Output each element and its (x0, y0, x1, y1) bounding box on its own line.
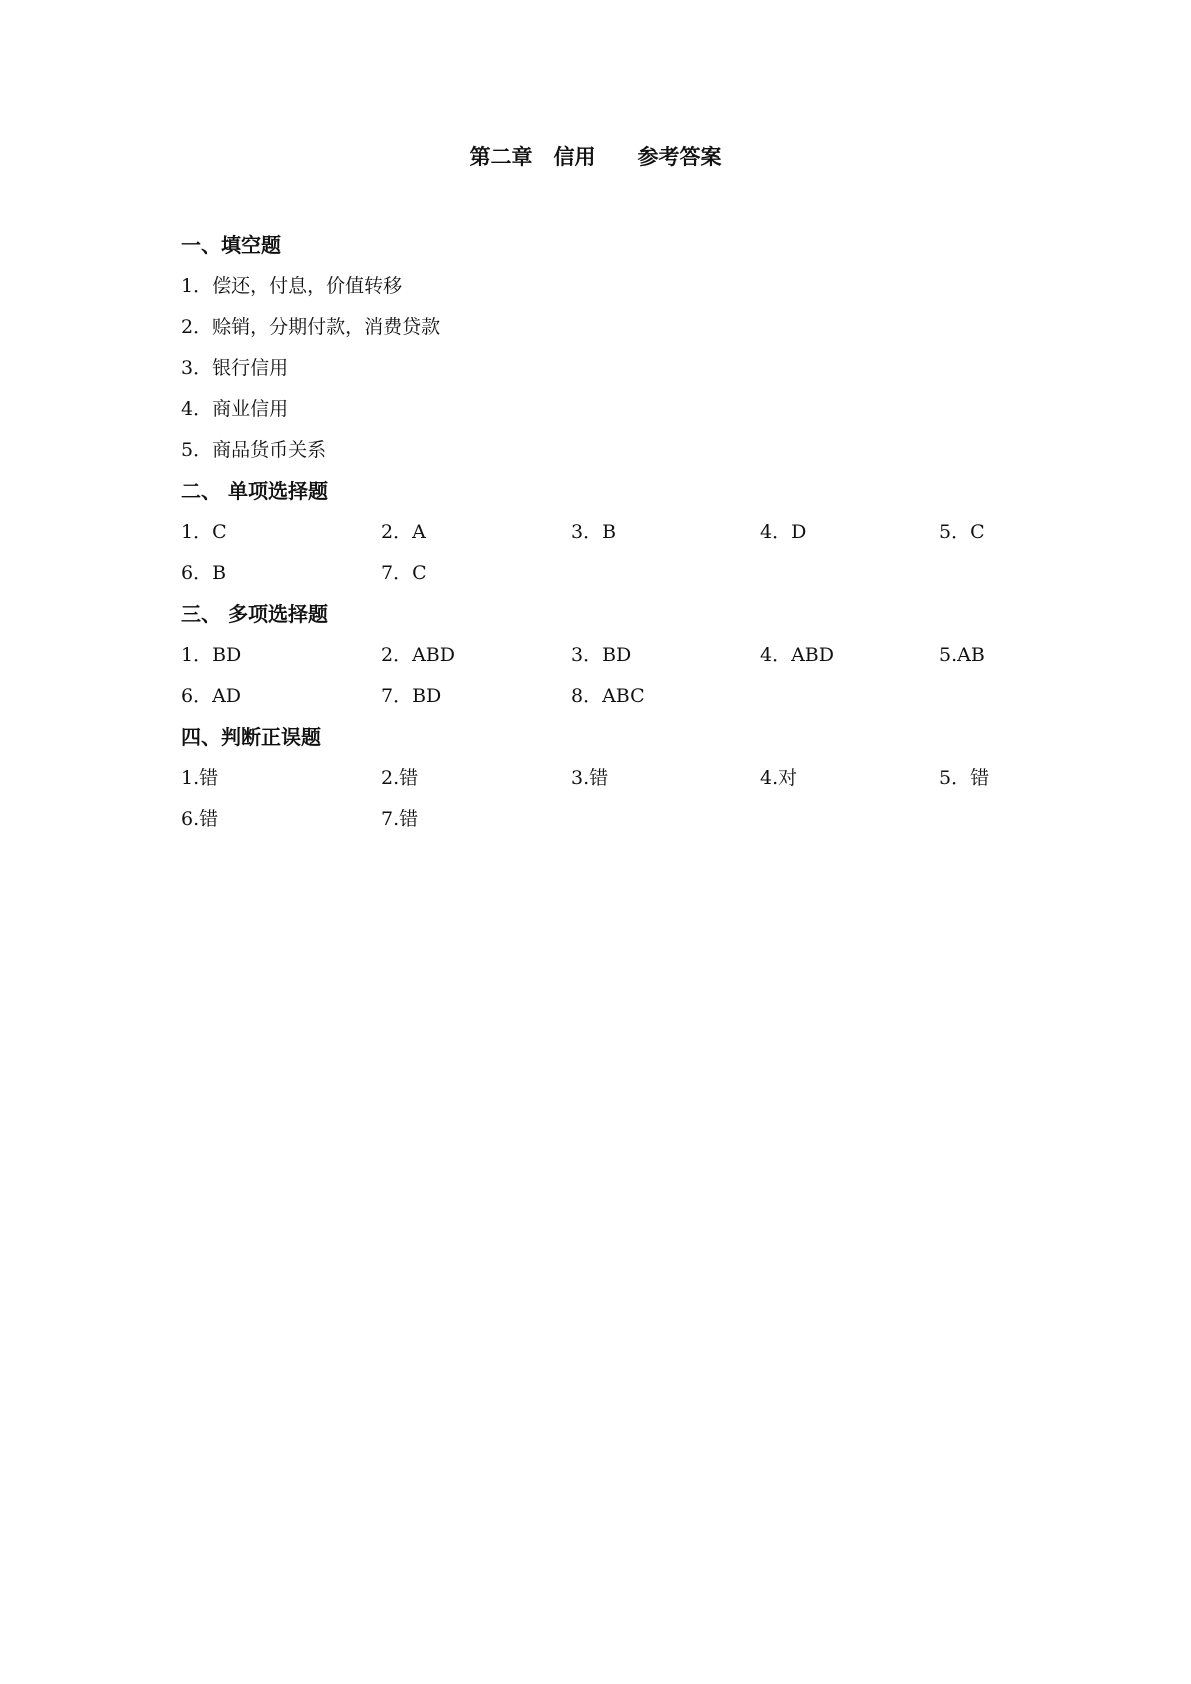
answer-item: 5．C (939, 521, 985, 543)
list-item: 3．银行信用 (181, 357, 289, 379)
answer-row (181, 635, 1011, 676)
answer-item: 4．ABD (760, 644, 835, 666)
answer-item: 6．AD (181, 685, 242, 707)
answer-row (181, 553, 1011, 594)
answer-item: 1．BD (181, 644, 242, 666)
list-item: 4．商业信用 (181, 398, 289, 420)
answer-row (181, 512, 1011, 553)
answer-row (181, 758, 1011, 799)
answer-item: 2.错 (381, 767, 419, 789)
answer-item: 4．D (760, 521, 807, 543)
answer-item: 5．错 (939, 767, 990, 789)
answer-content (181, 225, 1011, 840)
answer-row (181, 676, 1011, 717)
section-heading-true-false: 四、判断正误题 (181, 725, 321, 749)
section-heading-multi-choice: 三、 多项选择题 (181, 602, 328, 626)
page-title: 第二章 信用 参考答案 (469, 144, 722, 169)
answer-item: 1．C (181, 521, 227, 543)
answer-item: 7.错 (381, 808, 419, 830)
answer-item: 8．ABC (571, 685, 645, 707)
answer-item: 7．BD (381, 685, 442, 707)
answer-row (181, 799, 1011, 840)
answer-item: 5.AB (939, 644, 985, 666)
list-item: 5．商品货币关系 (181, 439, 327, 461)
answer-item: 2．ABD (381, 644, 456, 666)
section-heading-single-choice: 二、 单项选择题 (181, 479, 328, 503)
answer-item: 7．C (381, 562, 427, 584)
list-item: 1．偿还，付息，价值转移 (181, 275, 403, 297)
list-item: 2．赊销，分期付款，消费贷款 (181, 316, 441, 338)
section-heading-fill-blank: 一、填空题 (181, 233, 281, 257)
answer-item: 6．B (181, 562, 227, 584)
answer-item: 2．A (381, 521, 426, 543)
answer-item: 4.对 (760, 767, 798, 789)
answer-item: 1.错 (181, 767, 219, 789)
answer-item: 3．BD (571, 644, 632, 666)
answer-item: 3．B (571, 521, 617, 543)
answer-item: 6.错 (181, 808, 219, 830)
answer-item: 3.错 (571, 767, 609, 789)
